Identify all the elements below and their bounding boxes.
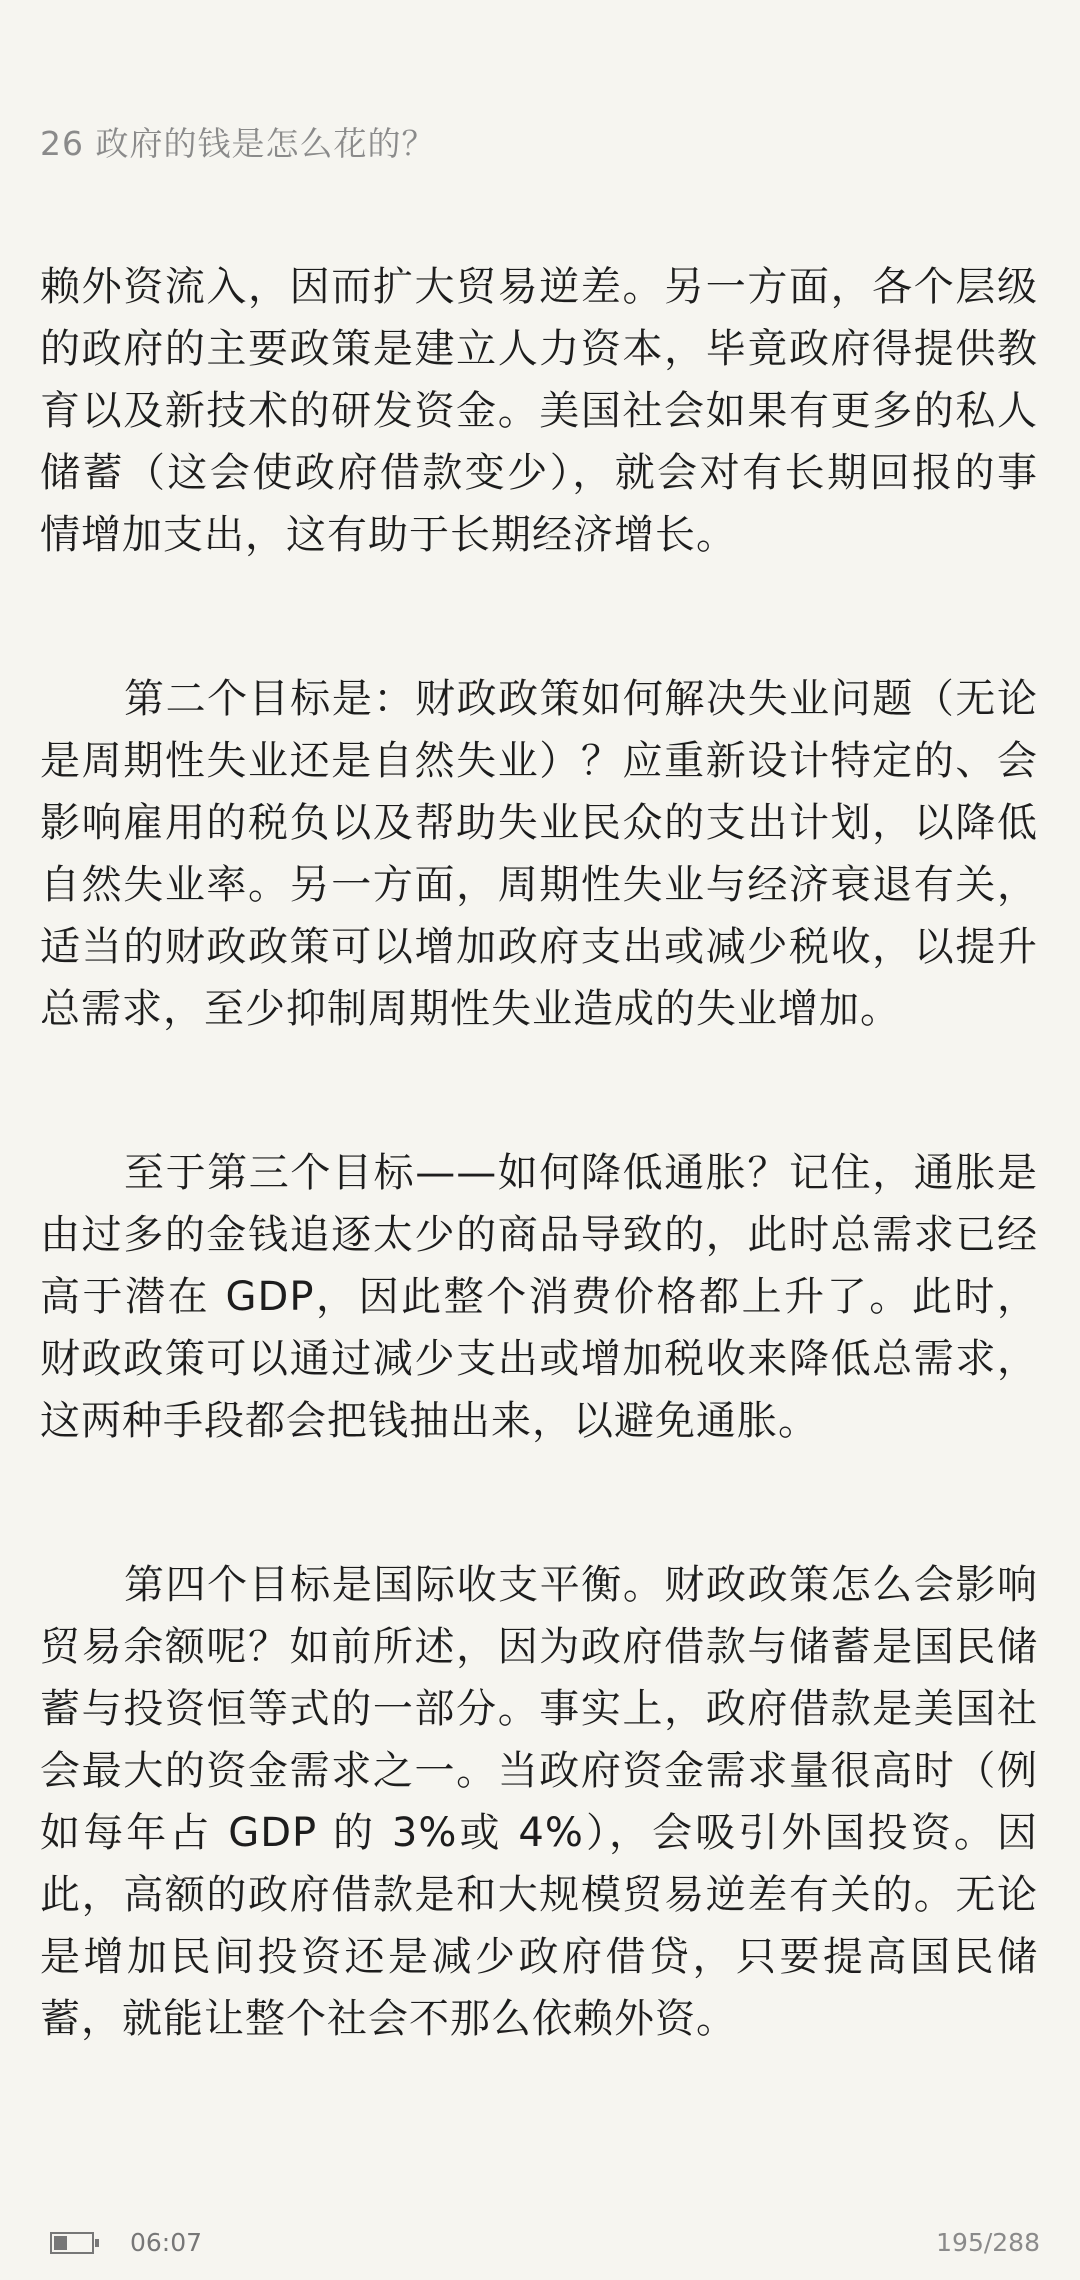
paragraph-2: 第二个目标是：财政政策如何解决失业问题（无论是周期性失业还是自然失业）？应重新设计特定的、会影响雇用的税负以及帮助失业民众的支出计划，以降低自然失业率。另一方面，周期性失业与经济衰退有关，适当的财政政策可以增加政府支出或减少税收，以提升总需求，至少抑制周期性失业造成的失业增加。 [40,676,1038,1032]
battery-cap [95,2239,99,2247]
battery-fill [54,2236,67,2250]
paragraph-3: 至于第三个目标——如何降低通胀？记住，通胀是由过多的金钱追逐太少的商品导致的，此时总需求已经高于潜在 GDP，因此整个消费价格都上升了。此时，财政政策可以通过减少支出或增加税收来降低总需求，这两种手段都会把钱抽出来，以避免通胀。 [40,1150,1038,1444]
clock: 06:07 [130,2228,203,2257]
chapter-title: 26 政府的钱是怎么花的？ [40,124,436,163]
reading-content[interactable] [40,256,1038,2050]
page-indicator: 195/288 [936,2228,1040,2257]
status-bar [0,2220,1080,2270]
battery-icon [50,2232,94,2254]
paragraph-4: 第四个目标是国际收支平衡。财政政策怎么会影响贸易余额呢？如前所述，因为政府借款与储蓄是国民储蓄与投资恒等式的一部分。事实上，政府借款是美国社会最大的资金需求之一。当政府资金需求量很高时（例如每年占 GDP 的 3%或 4%），会吸引外国投资。因此，高额的政府借款是和大规模贸易逆差有关的。无论是增加民间投资还是减少政府借贷，只要提高国民储蓄，就能让整个社会不那么依赖外资。 [40,1562,1038,2042]
paragraph-1: 赖外资流入，因而扩大贸易逆差。另一方面，各个层级的政府的主要政策是建立人力资本，毕竟政府得提供教育以及新技术的研发资金。美国社会如果有更多的私人储蓄（这会使政府借款变少），就会对有长期回报的事情增加支出，这有助于长期经济增长。 [40,264,1038,558]
